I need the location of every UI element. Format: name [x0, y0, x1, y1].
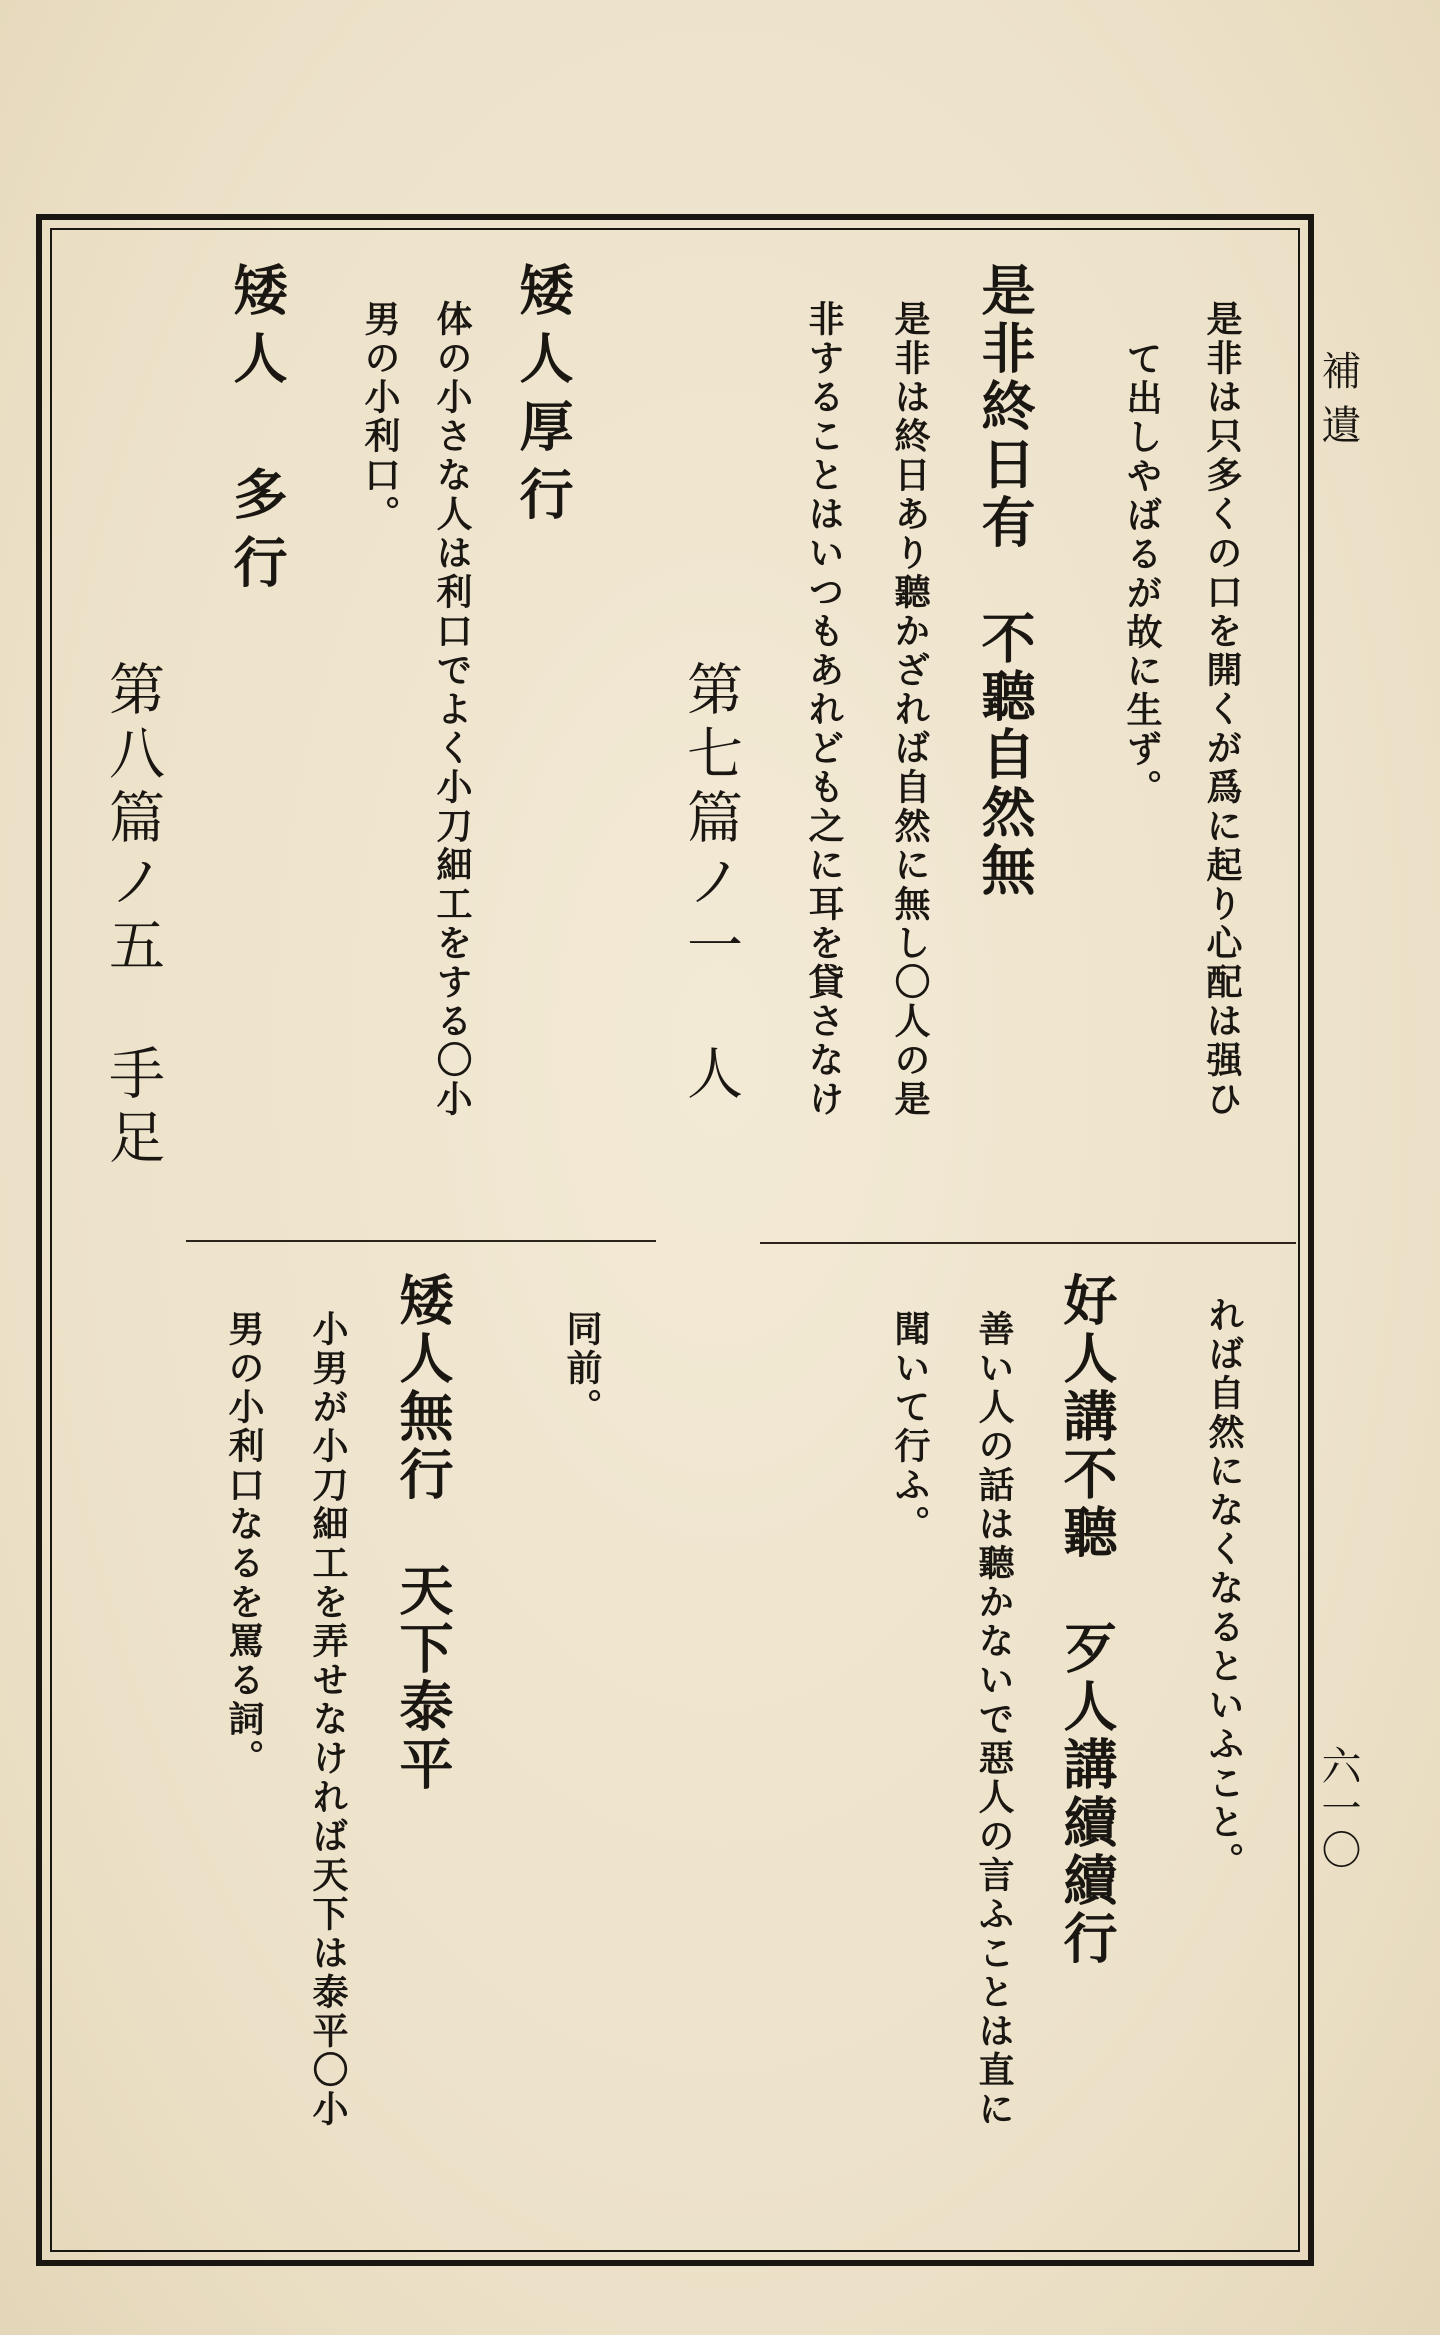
section-label: 補遺	[1315, 350, 1361, 458]
gloss-line: 善い人の話は聽かないで惡人の言ふことは直に	[973, 1310, 1015, 2129]
gloss-continuation-line: て出しやばるが故に生ず。	[1121, 340, 1163, 808]
divider-left	[186, 1240, 656, 1242]
gloss-line: 男の小利口なるを罵る詞。	[223, 1310, 265, 1778]
gloss-continuation-line: 是非は只多くの口を開くが爲に起り心配は强ひ	[1201, 300, 1243, 1119]
gloss-line: 非することはいつもあれども之に耳を貸さなけ	[803, 300, 845, 1119]
proverb-phrase: 是非終日有 不聽自然無	[973, 262, 1037, 900]
proverb-phrase: 好人講不聽 歹人講續續行	[1055, 1272, 1119, 1968]
gloss-line: 聞いて行ふ。	[889, 1310, 931, 1544]
ditto-note: 同前。	[561, 1310, 603, 1427]
proverb-phrase: 矮人厚行	[511, 262, 575, 534]
gloss-line: 男の小利口。	[359, 300, 401, 534]
divider-right	[760, 1242, 1296, 1244]
gloss-line: 体の小さな人は利口でよく小刀細工をする〇小	[431, 300, 473, 1119]
page-number: 六一〇	[1315, 1745, 1361, 1871]
proverb-phrase: 矮人無行 天下泰平	[391, 1272, 455, 1794]
gloss-line: 是非は終日あり聽かざれば自然に無し〇人の是	[889, 300, 931, 1119]
chapter-heading: 第八篇ノ五 手足	[100, 660, 165, 1172]
proverb-phrase: 矮人 多行	[225, 262, 289, 602]
gloss-continuation-line: れば自然になくなるといふこと。	[1203, 1296, 1245, 1881]
chapter-heading: 第七篇ノ一 人	[678, 660, 743, 1108]
gloss-line: 小男が小刀細工を弄せなければ天下は泰平〇小	[307, 1310, 349, 2129]
